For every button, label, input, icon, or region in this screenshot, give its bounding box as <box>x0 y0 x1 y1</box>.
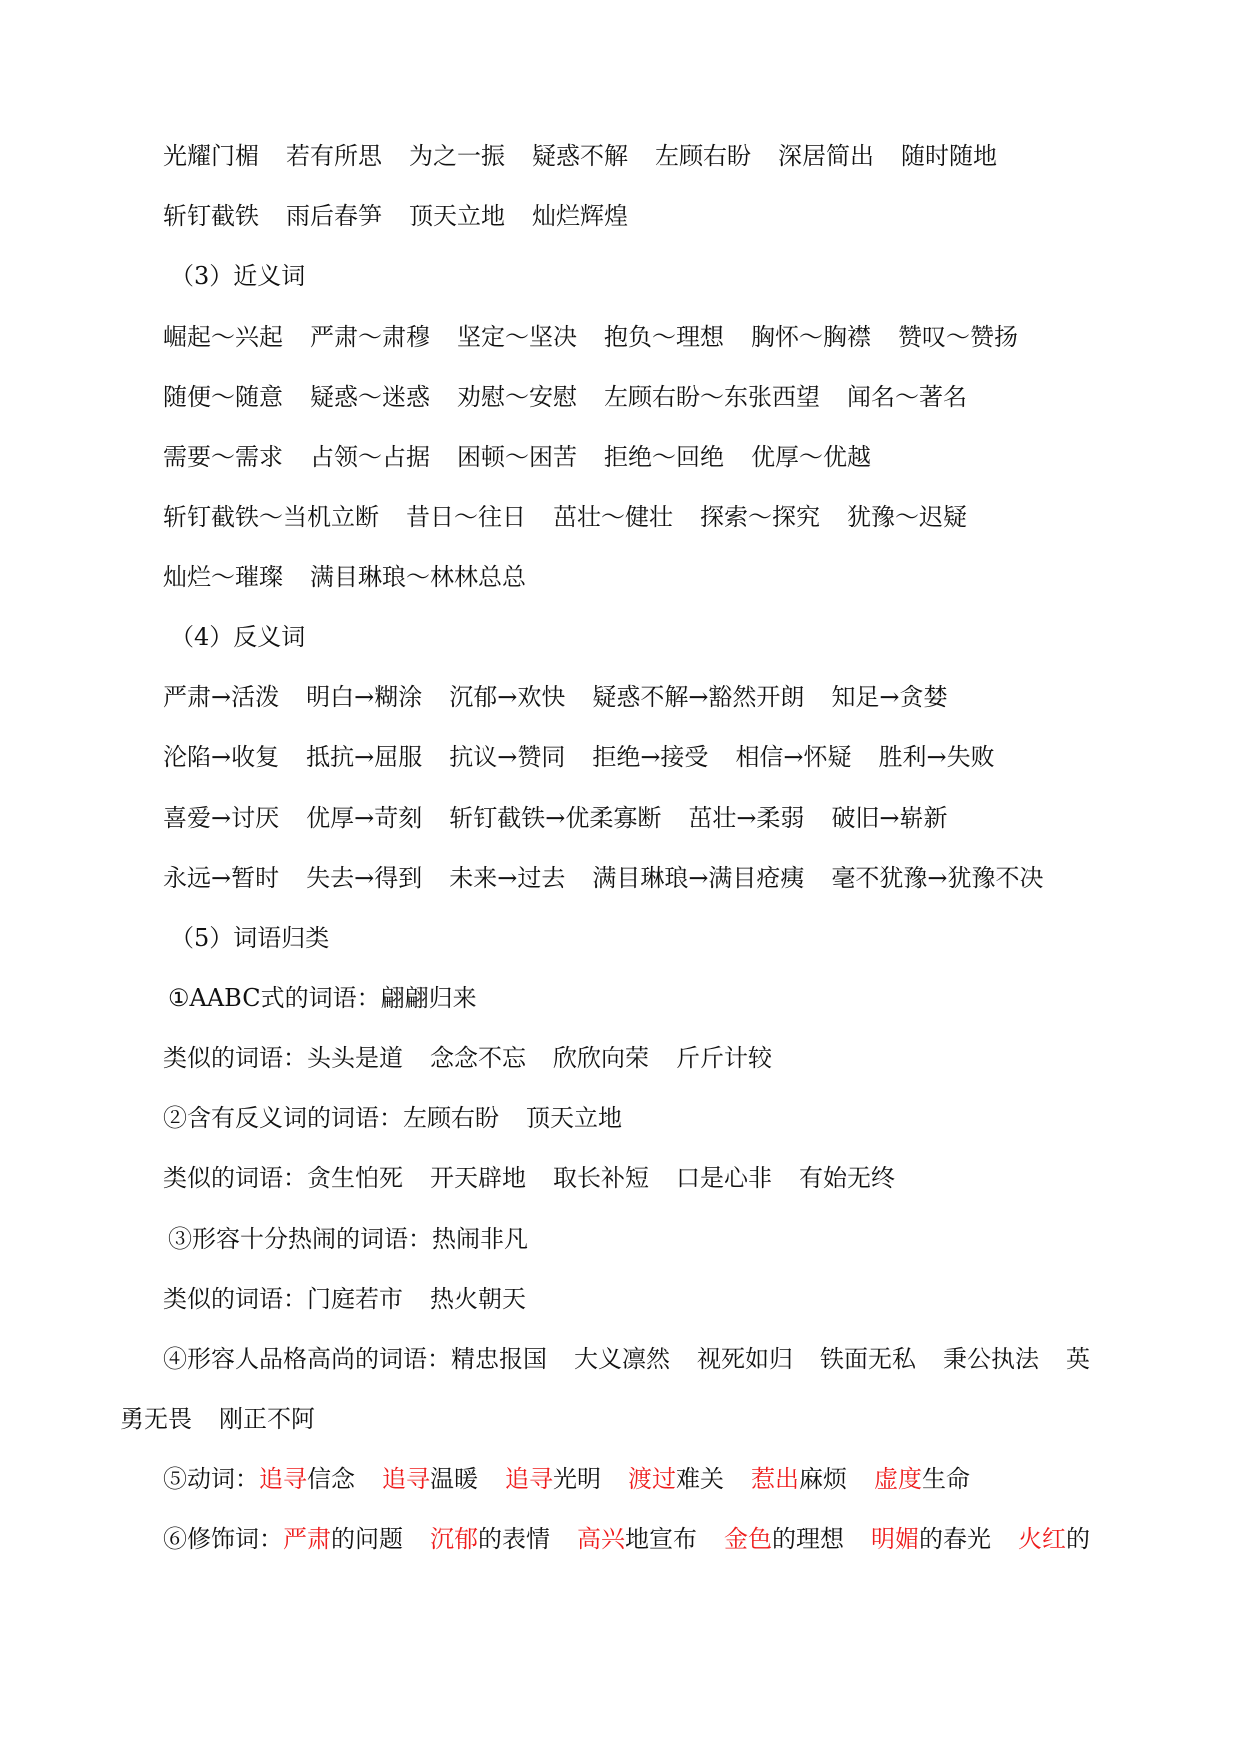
antonyms-heading: （4）反义词 <box>170 623 306 651</box>
category-verbs <box>163 1459 970 1499</box>
antonym-pair: 破旧→崭新 <box>831 804 948 832</box>
antonym-row <box>163 798 948 838</box>
modifier-rest: 的 <box>1066 1525 1090 1553</box>
synonym-pair: 闻名～著名 <box>847 383 967 411</box>
antonym-pair: 失去→得到 <box>306 864 423 892</box>
modifier-phrase <box>430 1519 550 1559</box>
antonym-pair: 满目琳琅→满目疮痍 <box>592 864 805 892</box>
modifier-rest: 地宣布 <box>625 1525 697 1553</box>
modifier-phrase <box>577 1519 697 1559</box>
verb-object: 难关 <box>676 1465 724 1493</box>
word: 顶天立地 <box>526 1104 622 1132</box>
synonym-row <box>163 557 526 597</box>
antonym-row <box>163 677 948 717</box>
category-label: ③形容十分热闹的词语： <box>168 1225 432 1253</box>
category-label: ①AABC式的词语： <box>168 984 381 1012</box>
verb-highlight: 虚度 <box>874 1465 922 1493</box>
modifier-rest: 的春光 <box>919 1525 991 1553</box>
synonym-pair: 茁壮～健壮 <box>553 503 673 531</box>
word: 若有所思 <box>286 142 382 170</box>
synonym-pair: 崛起～兴起 <box>163 323 283 351</box>
modifier-highlight: 明媚 <box>871 1525 919 1553</box>
synonym-pair: 优厚～优越 <box>751 443 871 471</box>
antonym-pair: 斩钉截铁→优柔寡断 <box>449 804 662 832</box>
word: 视死如归 <box>697 1345 793 1373</box>
verb-phrase <box>628 1459 724 1499</box>
synonym-pair: 左顾右盼～东张西望 <box>604 383 820 411</box>
verb-phrase <box>505 1459 601 1499</box>
idiom-row <box>163 196 628 236</box>
word: 有始无终 <box>799 1164 895 1192</box>
verb-phrase <box>382 1459 478 1499</box>
word: 左顾右盼 <box>403 1104 499 1132</box>
modifier-highlight: 金色 <box>724 1525 772 1553</box>
verb-highlight: 追寻 <box>259 1465 307 1493</box>
word: 斤斤计较 <box>676 1044 772 1072</box>
category-label: ⑥修饰词： <box>163 1525 283 1553</box>
synonym-pair: 需要～需求 <box>163 443 283 471</box>
word: 头头是道 <box>307 1044 403 1072</box>
antonym-pair: 喜爱→讨厌 <box>163 804 280 832</box>
antonym-pair: 茁壮→柔弱 <box>688 804 805 832</box>
word: 大义凛然 <box>574 1345 670 1373</box>
antonym-pair: 知足→贪婪 <box>831 683 948 711</box>
antonym-pair: 永远→暂时 <box>163 864 280 892</box>
synonym-pair: 严肃～肃穆 <box>310 323 430 351</box>
word: 热闹非凡 <box>432 1225 528 1253</box>
synonyms-heading: （3）近义词 <box>170 262 306 290</box>
synonym-pair: 昔日～往日 <box>406 503 526 531</box>
modifier-highlight: 高兴 <box>577 1525 625 1553</box>
word: 秉公执法 <box>943 1345 1039 1373</box>
antonym-pair: 沦陷→收复 <box>163 743 280 771</box>
verb-highlight: 追寻 <box>505 1465 553 1493</box>
synonym-pair: 困顿～困苦 <box>457 443 577 471</box>
word: 灿烂辉煌 <box>532 202 628 230</box>
classification-heading: （5）词语归类 <box>170 924 330 952</box>
category-modifiers <box>163 1519 1090 1559</box>
modifier-highlight: 严肃 <box>283 1525 331 1553</box>
word-fragment: 英 <box>1066 1345 1090 1373</box>
modifier-phrase <box>871 1519 991 1559</box>
category-antonym-words <box>163 1098 622 1138</box>
idiom-row <box>163 136 997 176</box>
category-noble-character <box>163 1339 1090 1379</box>
verb-object: 温暖 <box>430 1465 478 1493</box>
similar-words-row <box>163 1038 772 1078</box>
word: 随时随地 <box>901 142 997 170</box>
antonym-pair: 相信→怀疑 <box>735 743 852 771</box>
verb-highlight: 追寻 <box>382 1465 430 1493</box>
antonym-pair: 抗议→赞同 <box>449 743 566 771</box>
synonym-pair: 抱负～理想 <box>604 323 724 351</box>
verb-phrase <box>259 1459 355 1499</box>
verb-object: 麻烦 <box>799 1465 847 1493</box>
antonym-pair: 未来→过去 <box>449 864 566 892</box>
antonym-pair: 明白→糊涂 <box>306 683 423 711</box>
word: 斩钉截铁 <box>163 202 259 230</box>
word: 热火朝天 <box>430 1285 526 1313</box>
word: 疑惑不解 <box>532 142 628 170</box>
synonym-row <box>163 317 1018 357</box>
category-label: ⑤动词： <box>163 1465 259 1493</box>
antonym-pair: 拒绝→接受 <box>592 743 709 771</box>
similar-label: 类似的词语： <box>163 1044 307 1072</box>
synonym-pair: 随便～随意 <box>163 383 283 411</box>
antonym-pair: 优厚→苛刻 <box>306 804 423 832</box>
verb-highlight: 惹出 <box>751 1465 799 1493</box>
synonym-pair: 劝慰～安慰 <box>457 383 577 411</box>
synonym-row <box>163 377 967 417</box>
antonym-pair: 抵抗→屈服 <box>306 743 423 771</box>
word: 欣欣向荣 <box>553 1044 649 1072</box>
synonym-pair: 占领～占据 <box>310 443 430 471</box>
modifier-rest: 的问题 <box>331 1525 403 1553</box>
synonym-pair: 拒绝～回绝 <box>604 443 724 471</box>
verb-phrase <box>874 1459 970 1499</box>
verb-object: 生命 <box>922 1465 970 1493</box>
word: 雨后春笋 <box>286 202 382 230</box>
synonym-row <box>163 437 871 477</box>
word: 顶天立地 <box>409 202 505 230</box>
similar-words-row <box>163 1158 895 1198</box>
modifier-phrase <box>1018 1519 1090 1559</box>
synonym-pair: 斩钉截铁～当机立断 <box>163 503 379 531</box>
synonym-pair: 满目琳琅～林林总总 <box>310 563 526 591</box>
word: 门庭若市 <box>307 1285 403 1313</box>
similar-label: 类似的词语： <box>163 1285 307 1313</box>
category-lively <box>168 1219 528 1259</box>
word: 取长补短 <box>553 1164 649 1192</box>
word: 精忠报国 <box>451 1345 547 1373</box>
modifier-rest: 的理想 <box>772 1525 844 1553</box>
synonym-pair: 胸怀～胸襟 <box>751 323 871 351</box>
modifier-rest: 的表情 <box>478 1525 550 1553</box>
verb-object: 信念 <box>307 1465 355 1493</box>
word: 铁面无私 <box>820 1345 916 1373</box>
similar-label: 类似的词语： <box>163 1164 307 1192</box>
word: 开天辟地 <box>430 1164 526 1192</box>
word: 光耀门楣 <box>163 142 259 170</box>
category-aabc <box>168 978 477 1018</box>
word-fragment: 勇无畏 <box>120 1405 192 1433</box>
modifier-highlight: 沉郁 <box>430 1525 478 1553</box>
category-label: ②含有反义词的词语： <box>163 1104 403 1132</box>
antonym-row <box>163 737 995 777</box>
synonym-pair: 犹豫～迟疑 <box>847 503 967 531</box>
antonym-pair: 毫不犹豫→犹豫不决 <box>831 864 1044 892</box>
antonym-pair: 严肃→活泼 <box>163 683 280 711</box>
modifier-phrase <box>724 1519 844 1559</box>
synonym-row <box>163 497 967 537</box>
verb-phrase <box>751 1459 847 1499</box>
word: 为之一振 <box>409 142 505 170</box>
word: 口是心非 <box>676 1164 772 1192</box>
modifier-highlight: 火红 <box>1018 1525 1066 1553</box>
verb-highlight: 渡过 <box>628 1465 676 1493</box>
word: 念念不忘 <box>430 1044 526 1072</box>
antonym-pair: 疑惑不解→豁然开朗 <box>592 683 805 711</box>
word: 左顾右盼 <box>655 142 751 170</box>
word: 翩翩归来 <box>380 984 477 1012</box>
antonym-pair: 胜利→失败 <box>878 743 995 771</box>
similar-words-row <box>163 1279 526 1319</box>
synonym-pair: 坚定～坚决 <box>457 323 577 351</box>
antonym-pair: 沉郁→欢快 <box>449 683 566 711</box>
category-label: ④形容人品格高尚的词语： <box>163 1345 451 1373</box>
word: 深居简出 <box>778 142 874 170</box>
category-noble-continued <box>120 1399 315 1439</box>
modifier-phrase <box>283 1519 403 1559</box>
synonym-pair: 赞叹～赞扬 <box>898 323 1018 351</box>
antonym-row <box>163 858 1044 898</box>
word: 刚正不阿 <box>219 1405 315 1433</box>
verb-object: 光明 <box>553 1465 601 1493</box>
word: 贪生怕死 <box>307 1164 403 1192</box>
synonym-pair: 探索～探究 <box>700 503 820 531</box>
synonym-pair: 疑惑～迷惑 <box>310 383 430 411</box>
synonym-pair: 灿烂～璀璨 <box>163 563 283 591</box>
